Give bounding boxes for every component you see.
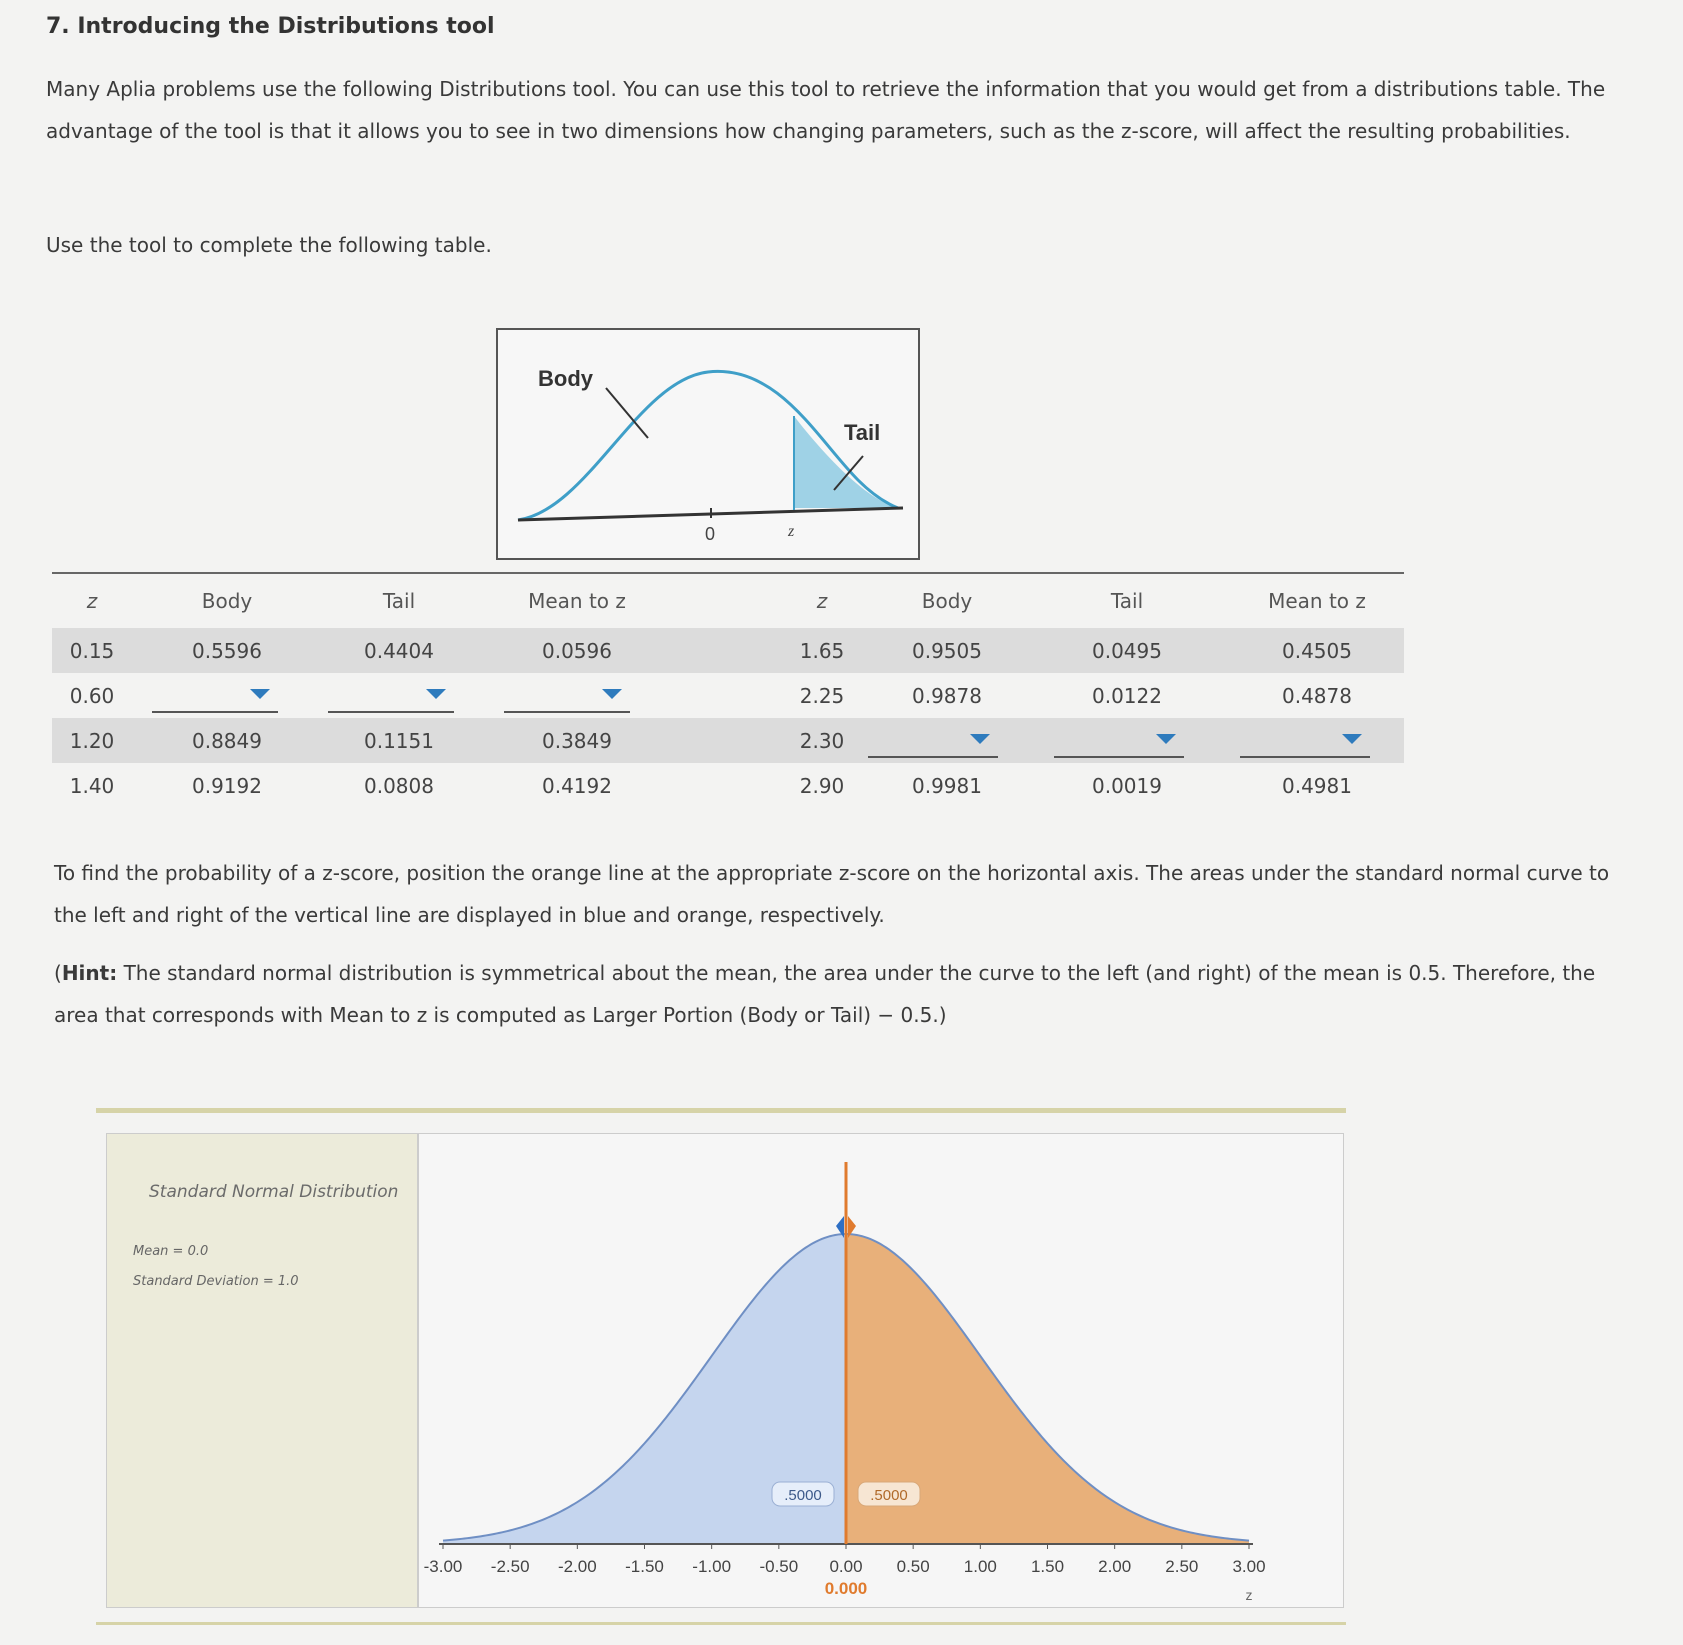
cell-body: 0.9192 xyxy=(192,773,262,798)
cell-z: 1.40 xyxy=(69,773,115,798)
header-z-right: z xyxy=(816,589,828,613)
cell-body: 0.9878 xyxy=(912,683,982,708)
zero-label: 0 xyxy=(705,524,716,544)
cell-mean-to-z: 0.3849 xyxy=(542,728,612,753)
chevron-down-icon xyxy=(426,689,446,699)
cell-tail: 0.0808 xyxy=(364,773,434,798)
header-tail-left: Tail xyxy=(382,589,416,613)
tick-label: -1.00 xyxy=(692,1557,732,1576)
cell-mean-to-z: 0.4505 xyxy=(1282,638,1352,663)
body-dropdown-z060[interactable] xyxy=(152,677,278,713)
x-axis-title: z xyxy=(1245,1587,1253,1603)
tick-label: 1.00 xyxy=(963,1557,997,1576)
header-mean-left: Mean to z xyxy=(528,589,626,613)
cell-body: 0.9981 xyxy=(912,773,982,798)
header-mean-right: Mean to z xyxy=(1268,589,1366,613)
distribution-table xyxy=(52,572,1404,808)
tick-label: -0.50 xyxy=(759,1557,799,1576)
position-instructions: To find the probability of a z-score, position the orange line at the appropriate z-score on the horizontal axis. The areas under the standard normal curve to the left and right of the vertical line are displayed in blue and orange, respectively. xyxy=(54,861,1610,927)
z-value-readout: 0.000 xyxy=(824,1579,868,1598)
body-label: Body xyxy=(538,366,593,391)
sd-readout: Standard Deviation = 1.0 xyxy=(133,1274,299,1289)
hint-label: Hint: xyxy=(61,961,118,985)
cell-body: 0.5596 xyxy=(192,638,262,663)
tail-dropdown-z060[interactable] xyxy=(328,677,454,713)
cell-z: 2.30 xyxy=(799,728,845,753)
intro-text: Many Aplia problems use the following Distributions tool. You can use this tool to retrieve the information that you would get from a distributions table. The advantage of the tool is that it allows you to see in two dimensions how changing parameters, such as the z-score, will affect the resulting probabilities. xyxy=(46,77,1606,143)
chevron-down-icon xyxy=(1342,734,1362,744)
tail-dropdown-z230[interactable] xyxy=(1054,722,1184,758)
table-row xyxy=(52,628,1404,673)
body-tail-diagram xyxy=(496,328,920,560)
tick-label: 2.00 xyxy=(1098,1557,1132,1576)
hint-text: (Hint: The standard normal distribution is symmetrical about the mean, the area under the curve to the left (and right) of the mean is 0.5. Therefore, the area that corresponds with Mean to z is computed as Larger Portion (Body or Tail) − 0.5.) xyxy=(54,961,1596,1027)
cell-body: 0.9505 xyxy=(912,638,982,663)
tick-label: -3.00 xyxy=(423,1557,463,1576)
cell-z: 1.20 xyxy=(69,728,115,753)
tick-label: 3.00 xyxy=(1232,1557,1266,1576)
cell-z: 2.90 xyxy=(799,773,845,798)
tick-label: 2.50 xyxy=(1165,1557,1199,1576)
header-z-left: z xyxy=(86,589,98,613)
normal-distribution-chart xyxy=(419,1134,1345,1609)
question-title: 7. Introducing the Distributions tool xyxy=(46,14,495,39)
cell-mean-to-z: 0.0596 xyxy=(542,638,612,663)
right-area-label: .5000 xyxy=(870,1487,908,1504)
tick-label: 0.50 xyxy=(896,1557,930,1576)
mean-to-z-dropdown-z060[interactable] xyxy=(504,677,630,713)
cell-body: 0.8849 xyxy=(192,728,262,753)
header-tail-right: Tail xyxy=(1110,589,1144,613)
chevron-down-icon xyxy=(970,734,990,744)
hint-body: The standard normal distribution is symmetrical about the mean, the area under the curve to the left (and right) of the mean is 0.5. Therefore, the area that corresponds with Mean to z is computed as Larger Portion (Body or Tail) − 0.5.) xyxy=(54,961,1596,1027)
tick-label: -1.50 xyxy=(625,1557,664,1576)
cell-z: 0.15 xyxy=(69,638,115,663)
tool-info-panel xyxy=(106,1133,418,1608)
left-area-label: .5000 xyxy=(784,1487,822,1504)
chevron-down-icon xyxy=(602,689,622,699)
tick-label: -2.50 xyxy=(490,1557,530,1576)
mean-to-z-dropdown-z230[interactable] xyxy=(1240,722,1370,758)
table-header xyxy=(52,574,1404,628)
tick-label: 1.50 xyxy=(1030,1557,1065,1576)
normal-chart-area[interactable] xyxy=(418,1133,1344,1608)
z-label: z xyxy=(788,523,795,540)
bottom-divider xyxy=(96,1622,1346,1625)
header-body-left: Body xyxy=(201,589,253,613)
table-row xyxy=(52,763,1404,808)
chevron-down-icon xyxy=(1156,734,1176,744)
cell-mean-to-z: 0.4878 xyxy=(1282,683,1352,708)
cell-tail: 0.0122 xyxy=(1092,683,1162,708)
header-body-right: Body xyxy=(921,589,973,613)
tick-label: 0.00 xyxy=(829,1557,863,1576)
cell-z: 2.25 xyxy=(799,683,845,708)
cell-mean-to-z: 0.4981 xyxy=(1282,773,1352,798)
tail-label: Tail xyxy=(844,420,881,445)
cell-mean-to-z: 0.4192 xyxy=(542,773,612,798)
cell-z: 0.60 xyxy=(69,683,115,708)
distributions-tool xyxy=(96,1108,1346,1613)
cell-tail: 0.4404 xyxy=(364,638,434,663)
cell-tail: 0.0019 xyxy=(1092,773,1162,798)
table-row xyxy=(52,673,1404,718)
cell-z: 1.65 xyxy=(799,638,845,663)
mean-readout: Mean = 0.0 xyxy=(133,1244,209,1259)
table-row xyxy=(52,718,1404,763)
chevron-down-icon xyxy=(250,689,270,699)
tool-title: Standard Normal Distribution xyxy=(149,1182,399,1202)
cell-tail: 0.0495 xyxy=(1092,638,1162,663)
tick-label: -2.00 xyxy=(557,1557,597,1576)
cell-tail: 0.1151 xyxy=(364,728,434,753)
body-dropdown-z230[interactable] xyxy=(868,722,998,758)
instruction-text: Use the tool to complete the following table. xyxy=(46,233,492,257)
